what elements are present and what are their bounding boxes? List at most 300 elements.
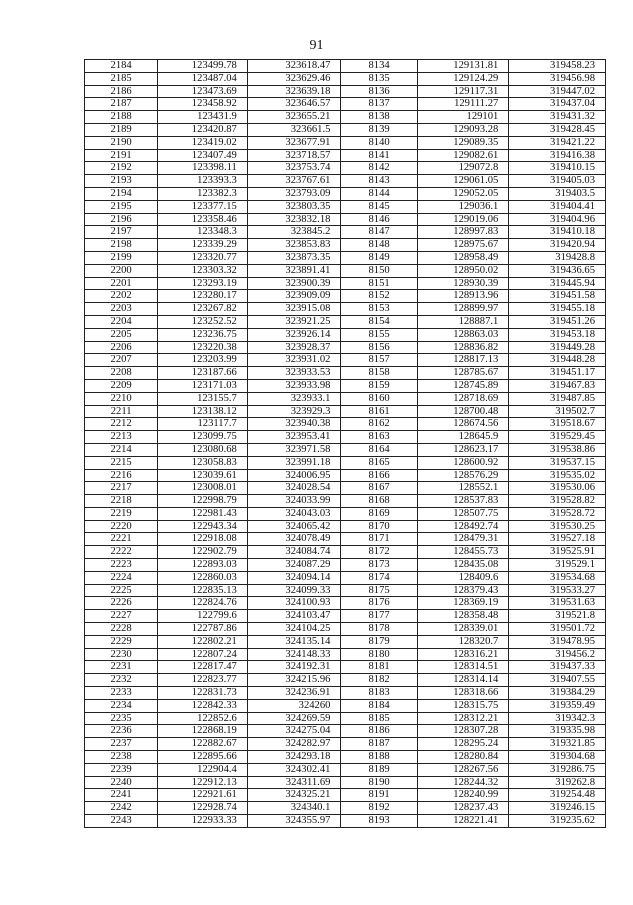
table-row <box>85 763 606 776</box>
y-coordinate-cell: 324215.96 <box>247 674 341 687</box>
table-row <box>85 533 606 546</box>
point-number-2-cell: 8168 <box>341 495 417 508</box>
point-number-2-cell: 8174 <box>341 571 417 584</box>
point-number-2-cell: 8161 <box>341 405 417 418</box>
y-coordinate-2-cell: 319537.15 <box>509 456 606 469</box>
x-coordinate-2-cell: 128409.6 <box>417 571 509 584</box>
x-coordinate-cell: 123320.77 <box>158 251 248 264</box>
x-coordinate-2-cell: 128718.69 <box>417 392 509 405</box>
table-body <box>85 60 606 828</box>
x-coordinate-cell: 123080.68 <box>158 443 248 456</box>
y-coordinate-cell: 324006.95 <box>247 469 341 482</box>
point-number-cell: 2243 <box>85 815 158 828</box>
point-number-cell: 2210 <box>85 392 158 405</box>
y-coordinate-cell: 323873.35 <box>247 251 341 264</box>
y-coordinate-2-cell: 319447.02 <box>509 85 606 98</box>
table-row <box>85 367 606 380</box>
x-coordinate-cell: 123117.7 <box>158 418 248 431</box>
y-coordinate-cell: 323832.18 <box>247 213 341 226</box>
x-coordinate-2-cell: 128997.83 <box>417 226 509 239</box>
point-number-2-cell: 8158 <box>341 367 417 380</box>
point-number-cell: 2224 <box>85 571 158 584</box>
point-number-cell: 2222 <box>85 546 158 559</box>
table-row <box>85 635 606 648</box>
point-number-cell: 2206 <box>85 341 158 354</box>
x-coordinate-2-cell: 128237.43 <box>417 802 509 815</box>
x-coordinate-cell: 122981.43 <box>158 507 248 520</box>
point-number-2-cell: 8178 <box>341 623 417 636</box>
x-coordinate-cell: 123419.02 <box>158 136 248 149</box>
x-coordinate-2-cell: 128700.48 <box>417 405 509 418</box>
point-number-cell: 2192 <box>85 162 158 175</box>
x-coordinate-cell: 122933.33 <box>158 815 248 828</box>
y-coordinate-2-cell: 319529.45 <box>509 431 606 444</box>
y-coordinate-cell: 324325.21 <box>247 789 341 802</box>
x-coordinate-2-cell: 129061.05 <box>417 175 509 188</box>
y-coordinate-cell: 324275.04 <box>247 725 341 738</box>
point-number-cell: 2236 <box>85 725 158 738</box>
y-coordinate-2-cell: 319286.75 <box>509 763 606 776</box>
point-number-2-cell: 8190 <box>341 776 417 789</box>
x-coordinate-cell: 122902.79 <box>158 546 248 559</box>
y-coordinate-cell: 324135.14 <box>247 635 341 648</box>
x-coordinate-cell: 123236.75 <box>158 328 248 341</box>
table-row <box>85 789 606 802</box>
point-number-cell: 2239 <box>85 763 158 776</box>
y-coordinate-2-cell: 319535.02 <box>509 469 606 482</box>
table-row <box>85 136 606 149</box>
y-coordinate-cell: 324094.14 <box>247 571 341 584</box>
y-coordinate-2-cell: 319410.15 <box>509 162 606 175</box>
y-coordinate-2-cell: 319421.22 <box>509 136 606 149</box>
point-number-cell: 2201 <box>85 277 158 290</box>
x-coordinate-2-cell: 128645.9 <box>417 431 509 444</box>
table-row <box>85 661 606 674</box>
x-coordinate-cell: 123473.69 <box>158 85 248 98</box>
x-coordinate-2-cell: 128221.41 <box>417 815 509 828</box>
x-coordinate-cell: 122852.6 <box>158 712 248 725</box>
x-coordinate-cell: 122817.47 <box>158 661 248 674</box>
y-coordinate-cell: 323845.2 <box>247 226 341 239</box>
x-coordinate-2-cell: 128316.21 <box>417 648 509 661</box>
x-coordinate-cell: 123382.3 <box>158 187 248 200</box>
table-row <box>85 111 606 124</box>
x-coordinate-2-cell: 128674.56 <box>417 418 509 431</box>
y-coordinate-2-cell: 319528.72 <box>509 507 606 520</box>
x-coordinate-cell: 123420.87 <box>158 123 248 136</box>
point-number-cell: 2220 <box>85 520 158 533</box>
x-coordinate-2-cell: 128455.73 <box>417 546 509 559</box>
table-row <box>85 443 606 456</box>
x-coordinate-cell: 123099.75 <box>158 431 248 444</box>
y-coordinate-cell: 324282.97 <box>247 738 341 751</box>
y-coordinate-cell: 323926.14 <box>247 328 341 341</box>
point-number-2-cell: 8191 <box>341 789 417 802</box>
y-coordinate-2-cell: 319335.98 <box>509 725 606 738</box>
x-coordinate-2-cell: 128817.13 <box>417 354 509 367</box>
x-coordinate-cell: 123267.82 <box>158 303 248 316</box>
point-number-2-cell: 8149 <box>341 251 417 264</box>
y-coordinate-cell: 323933.53 <box>247 367 341 380</box>
point-number-2-cell: 8182 <box>341 674 417 687</box>
x-coordinate-2-cell: 128537.83 <box>417 495 509 508</box>
x-coordinate-2-cell: 128280.84 <box>417 751 509 764</box>
y-coordinate-cell: 323853.83 <box>247 239 341 252</box>
point-number-2-cell: 8152 <box>341 290 417 303</box>
point-number-cell: 2197 <box>85 226 158 239</box>
x-coordinate-2-cell: 128899.97 <box>417 303 509 316</box>
y-coordinate-cell: 323909.09 <box>247 290 341 303</box>
x-coordinate-cell: 122943.34 <box>158 520 248 533</box>
x-coordinate-cell: 123303.32 <box>158 264 248 277</box>
y-coordinate-cell: 323803.35 <box>247 200 341 213</box>
x-coordinate-2-cell: 129089.35 <box>417 136 509 149</box>
point-number-cell: 2209 <box>85 379 158 392</box>
y-coordinate-cell: 323793.09 <box>247 187 341 200</box>
y-coordinate-2-cell: 319451.26 <box>509 315 606 328</box>
table-row <box>85 251 606 264</box>
x-coordinate-cell: 123138.12 <box>158 405 248 418</box>
point-number-2-cell: 8154 <box>341 315 417 328</box>
x-coordinate-cell: 123348.3 <box>158 226 248 239</box>
table-row <box>85 379 606 392</box>
point-number-cell: 2188 <box>85 111 158 124</box>
point-number-cell: 2193 <box>85 175 158 188</box>
y-coordinate-2-cell: 319407.55 <box>509 674 606 687</box>
point-number-2-cell: 8167 <box>341 482 417 495</box>
point-number-2-cell: 8135 <box>341 72 417 85</box>
point-number-2-cell: 8175 <box>341 584 417 597</box>
x-coordinate-cell: 122807.24 <box>158 648 248 661</box>
y-coordinate-cell: 323933.98 <box>247 379 341 392</box>
y-coordinate-cell: 324260 <box>247 699 341 712</box>
table-row <box>85 482 606 495</box>
point-number-2-cell: 8192 <box>341 802 417 815</box>
page-number: 91 <box>309 38 324 53</box>
x-coordinate-2-cell: 129124.29 <box>417 72 509 85</box>
y-coordinate-cell: 324100.93 <box>247 597 341 610</box>
point-number-2-cell: 8139 <box>341 123 417 136</box>
point-number-cell: 2190 <box>85 136 158 149</box>
point-number-2-cell: 8177 <box>341 610 417 623</box>
y-coordinate-2-cell: 319478.95 <box>509 635 606 648</box>
x-coordinate-2-cell: 128339.01 <box>417 623 509 636</box>
point-number-2-cell: 8185 <box>341 712 417 725</box>
point-number-2-cell: 8176 <box>341 597 417 610</box>
x-coordinate-cell: 122842.33 <box>158 699 248 712</box>
point-number-2-cell: 8169 <box>341 507 417 520</box>
coordinates-table <box>84 59 606 828</box>
x-coordinate-2-cell: 128492.74 <box>417 520 509 533</box>
y-coordinate-cell: 323900.39 <box>247 277 341 290</box>
table-row <box>85 187 606 200</box>
point-number-cell: 2229 <box>85 635 158 648</box>
point-number-2-cell: 8148 <box>341 239 417 252</box>
point-number-cell: 2240 <box>85 776 158 789</box>
point-number-2-cell: 8145 <box>341 200 417 213</box>
x-coordinate-2-cell: 129111.27 <box>417 98 509 111</box>
x-coordinate-2-cell: 129101 <box>417 111 509 124</box>
point-number-2-cell: 8189 <box>341 763 417 776</box>
y-coordinate-2-cell: 319487.85 <box>509 392 606 405</box>
y-coordinate-cell: 323677.91 <box>247 136 341 149</box>
y-coordinate-2-cell: 319420.94 <box>509 239 606 252</box>
x-coordinate-2-cell: 128435.08 <box>417 559 509 572</box>
x-coordinate-2-cell: 129052.05 <box>417 187 509 200</box>
x-coordinate-cell: 123339.29 <box>158 239 248 252</box>
table-row <box>85 277 606 290</box>
point-number-2-cell: 8183 <box>341 687 417 700</box>
y-coordinate-cell: 324311.69 <box>247 776 341 789</box>
y-coordinate-2-cell: 319449.28 <box>509 341 606 354</box>
y-coordinate-2-cell: 319458.23 <box>509 60 606 73</box>
y-coordinate-2-cell: 319342.3 <box>509 712 606 725</box>
table-row <box>85 559 606 572</box>
y-coordinate-2-cell: 319404.96 <box>509 213 606 226</box>
x-coordinate-2-cell: 128623.17 <box>417 443 509 456</box>
table-row <box>85 802 606 815</box>
y-coordinate-2-cell: 319456.98 <box>509 72 606 85</box>
table-row <box>85 597 606 610</box>
table-row <box>85 200 606 213</box>
point-number-2-cell: 8186 <box>341 725 417 738</box>
x-coordinate-cell: 123358.46 <box>158 213 248 226</box>
point-number-2-cell: 8172 <box>341 546 417 559</box>
point-number-cell: 2213 <box>85 431 158 444</box>
y-coordinate-2-cell: 319431.32 <box>509 111 606 124</box>
point-number-cell: 2196 <box>85 213 158 226</box>
x-coordinate-2-cell: 128950.02 <box>417 264 509 277</box>
y-coordinate-cell: 323646.57 <box>247 98 341 111</box>
x-coordinate-cell: 122882.67 <box>158 738 248 751</box>
table-row <box>85 456 606 469</box>
x-coordinate-2-cell: 128863.03 <box>417 328 509 341</box>
y-coordinate-cell: 324103.47 <box>247 610 341 623</box>
table-row <box>85 648 606 661</box>
x-coordinate-cell: 122802.21 <box>158 635 248 648</box>
y-coordinate-cell: 324293.18 <box>247 751 341 764</box>
y-coordinate-cell: 323940.38 <box>247 418 341 431</box>
y-coordinate-cell: 324084.74 <box>247 546 341 559</box>
point-number-2-cell: 8146 <box>341 213 417 226</box>
x-coordinate-cell: 122893.03 <box>158 559 248 572</box>
x-coordinate-cell: 122918.08 <box>158 533 248 546</box>
point-number-2-cell: 8173 <box>341 559 417 572</box>
point-number-2-cell: 8151 <box>341 277 417 290</box>
x-coordinate-cell: 123499.78 <box>158 60 248 73</box>
y-coordinate-2-cell: 319518.67 <box>509 418 606 431</box>
y-coordinate-cell: 323767.61 <box>247 175 341 188</box>
y-coordinate-2-cell: 319448.28 <box>509 354 606 367</box>
x-coordinate-cell: 123187.66 <box>158 367 248 380</box>
x-coordinate-2-cell: 129036.1 <box>417 200 509 213</box>
table-row <box>85 546 606 559</box>
point-number-cell: 2194 <box>85 187 158 200</box>
table-row <box>85 687 606 700</box>
x-coordinate-cell: 122799.6 <box>158 610 248 623</box>
table-row <box>85 738 606 751</box>
y-coordinate-2-cell: 319437.33 <box>509 661 606 674</box>
y-coordinate-cell: 324269.59 <box>247 712 341 725</box>
y-coordinate-2-cell: 319384.29 <box>509 687 606 700</box>
point-number-2-cell: 8193 <box>341 815 417 828</box>
x-coordinate-2-cell: 128479.31 <box>417 533 509 546</box>
y-coordinate-cell: 324078.49 <box>247 533 341 546</box>
point-number-cell: 2187 <box>85 98 158 111</box>
x-coordinate-2-cell: 128507.75 <box>417 507 509 520</box>
table-row <box>85 418 606 431</box>
y-coordinate-2-cell: 319254.48 <box>509 789 606 802</box>
point-number-cell: 2232 <box>85 674 158 687</box>
x-coordinate-2-cell: 128379.43 <box>417 584 509 597</box>
x-coordinate-2-cell: 128836.82 <box>417 341 509 354</box>
y-coordinate-2-cell: 319533.27 <box>509 584 606 597</box>
x-coordinate-2-cell: 128913.96 <box>417 290 509 303</box>
point-number-2-cell: 8163 <box>341 431 417 444</box>
table-row <box>85 623 606 636</box>
x-coordinate-cell: 123008.01 <box>158 482 248 495</box>
point-number-2-cell: 8157 <box>341 354 417 367</box>
table-row <box>85 815 606 828</box>
table-row <box>85 149 606 162</box>
y-coordinate-2-cell: 319531.63 <box>509 597 606 610</box>
table-row <box>85 431 606 444</box>
point-number-2-cell: 8143 <box>341 175 417 188</box>
y-coordinate-2-cell: 319235.62 <box>509 815 606 828</box>
x-coordinate-cell: 123252.52 <box>158 315 248 328</box>
x-coordinate-cell: 122921.61 <box>158 789 248 802</box>
point-number-2-cell: 8188 <box>341 751 417 764</box>
x-coordinate-cell: 123220.38 <box>158 341 248 354</box>
point-number-2-cell: 8180 <box>341 648 417 661</box>
point-number-cell: 2200 <box>85 264 158 277</box>
x-coordinate-2-cell: 128958.49 <box>417 251 509 264</box>
x-coordinate-2-cell: 129131.81 <box>417 60 509 73</box>
table-row <box>85 175 606 188</box>
y-coordinate-2-cell: 319428.45 <box>509 123 606 136</box>
x-coordinate-cell: 122823.77 <box>158 674 248 687</box>
y-coordinate-2-cell: 319530.06 <box>509 482 606 495</box>
table-row <box>85 264 606 277</box>
y-coordinate-2-cell: 319410.18 <box>509 226 606 239</box>
x-coordinate-2-cell: 128576.29 <box>417 469 509 482</box>
x-coordinate-2-cell: 128314.14 <box>417 674 509 687</box>
table-row <box>85 213 606 226</box>
y-coordinate-cell: 324033.99 <box>247 495 341 508</box>
x-coordinate-2-cell: 128600.92 <box>417 456 509 469</box>
table-row <box>85 328 606 341</box>
y-coordinate-2-cell: 319456.2 <box>509 648 606 661</box>
y-coordinate-cell: 324099.33 <box>247 584 341 597</box>
point-number-cell: 2230 <box>85 648 158 661</box>
x-coordinate-cell: 122787.86 <box>158 623 248 636</box>
x-coordinate-cell: 123393.3 <box>158 175 248 188</box>
point-number-cell: 2203 <box>85 303 158 316</box>
y-coordinate-2-cell: 319467.83 <box>509 379 606 392</box>
x-coordinate-cell: 123487.04 <box>158 72 248 85</box>
y-coordinate-cell: 324043.03 <box>247 507 341 520</box>
y-coordinate-2-cell: 319455.18 <box>509 303 606 316</box>
x-coordinate-cell: 123203.99 <box>158 354 248 367</box>
y-coordinate-2-cell: 319451.17 <box>509 367 606 380</box>
point-number-cell: 2242 <box>85 802 158 815</box>
y-coordinate-2-cell: 319416.38 <box>509 149 606 162</box>
x-coordinate-cell: 122860.03 <box>158 571 248 584</box>
point-number-2-cell: 8164 <box>341 443 417 456</box>
x-coordinate-cell: 122928.74 <box>158 802 248 815</box>
point-number-cell: 2202 <box>85 290 158 303</box>
x-coordinate-cell: 123377.15 <box>158 200 248 213</box>
point-number-cell: 2189 <box>85 123 158 136</box>
y-coordinate-2-cell: 319437.04 <box>509 98 606 111</box>
x-coordinate-cell: 123407.49 <box>158 149 248 162</box>
x-coordinate-2-cell: 128314.51 <box>417 661 509 674</box>
point-number-2-cell: 8162 <box>341 418 417 431</box>
x-coordinate-cell: 122824.76 <box>158 597 248 610</box>
point-number-cell: 2211 <box>85 405 158 418</box>
x-coordinate-cell: 123398.11 <box>158 162 248 175</box>
x-coordinate-cell: 123155.7 <box>158 392 248 405</box>
point-number-2-cell: 8159 <box>341 379 417 392</box>
x-coordinate-2-cell: 128295.24 <box>417 738 509 751</box>
point-number-cell: 2204 <box>85 315 158 328</box>
table-row <box>85 72 606 85</box>
x-coordinate-2-cell: 128745.89 <box>417 379 509 392</box>
point-number-cell: 2216 <box>85 469 158 482</box>
y-coordinate-2-cell: 319321.85 <box>509 738 606 751</box>
y-coordinate-2-cell: 319453.18 <box>509 328 606 341</box>
y-coordinate-cell: 324302.41 <box>247 763 341 776</box>
table-row <box>85 98 606 111</box>
y-coordinate-cell: 324104.25 <box>247 623 341 636</box>
y-coordinate-cell: 323661.5 <box>247 123 341 136</box>
x-coordinate-2-cell: 129082.61 <box>417 149 509 162</box>
y-coordinate-2-cell: 319304.68 <box>509 751 606 764</box>
point-number-2-cell: 8184 <box>341 699 417 712</box>
x-coordinate-2-cell: 128552.1 <box>417 482 509 495</box>
y-coordinate-2-cell: 319529.1 <box>509 559 606 572</box>
point-number-cell: 2241 <box>85 789 158 802</box>
x-coordinate-cell: 122904.4 <box>158 763 248 776</box>
x-coordinate-2-cell: 128320.7 <box>417 635 509 648</box>
table-row <box>85 507 606 520</box>
x-coordinate-cell: 123280.17 <box>158 290 248 303</box>
point-number-2-cell: 8156 <box>341 341 417 354</box>
x-coordinate-cell: 122895.66 <box>158 751 248 764</box>
point-number-cell: 2217 <box>85 482 158 495</box>
point-number-cell: 2231 <box>85 661 158 674</box>
y-coordinate-2-cell: 319405.03 <box>509 175 606 188</box>
point-number-2-cell: 8155 <box>341 328 417 341</box>
y-coordinate-cell: 324065.42 <box>247 520 341 533</box>
point-number-2-cell: 8134 <box>341 60 417 73</box>
table-row <box>85 520 606 533</box>
table-row <box>85 354 606 367</box>
y-coordinate-cell: 323753.74 <box>247 162 341 175</box>
x-coordinate-2-cell: 129117.31 <box>417 85 509 98</box>
point-number-2-cell: 8153 <box>341 303 417 316</box>
x-coordinate-cell: 123293.19 <box>158 277 248 290</box>
point-number-2-cell: 8142 <box>341 162 417 175</box>
table-row <box>85 495 606 508</box>
point-number-cell: 2223 <box>85 559 158 572</box>
x-coordinate-2-cell: 129019.06 <box>417 213 509 226</box>
x-coordinate-2-cell: 128785.67 <box>417 367 509 380</box>
point-number-cell: 2184 <box>85 60 158 73</box>
x-coordinate-2-cell: 129093.28 <box>417 123 509 136</box>
x-coordinate-2-cell: 129072.8 <box>417 162 509 175</box>
point-number-cell: 2226 <box>85 597 158 610</box>
